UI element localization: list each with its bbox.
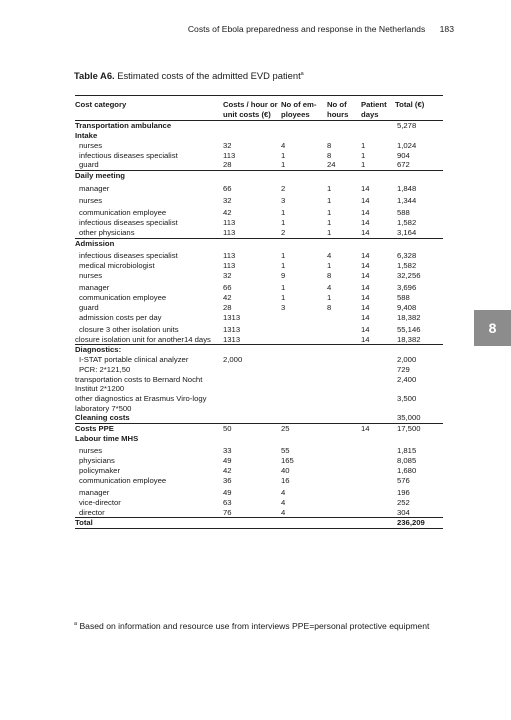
cell-hours <box>327 345 361 355</box>
cell-patient-days <box>361 413 395 423</box>
cell-hours <box>327 121 361 131</box>
cell-employees: 25 <box>281 424 327 434</box>
table-row <box>75 141 443 151</box>
cell-patient-days <box>361 131 395 141</box>
table-row <box>75 303 443 313</box>
cell-category: infectious diseases specialist <box>79 150 178 160</box>
cell-employees: 1 <box>281 292 286 302</box>
cell-total: 55,146 <box>397 324 421 334</box>
cell-hours: 8 <box>327 150 332 160</box>
cell-total: 32,256 <box>397 270 421 280</box>
running-head-title: Costs of Ebola preparedness and response in the Netherlands <box>187 24 426 34</box>
cell-unit-cost: 28 <box>223 302 232 312</box>
cell-unit-cost: 66 <box>223 283 232 293</box>
cell-category: nurses <box>79 446 103 456</box>
col-header-patient-days: Patient days <box>361 96 395 121</box>
cell-employees: 1 <box>281 160 327 170</box>
cell-employees: 1 <box>281 260 286 270</box>
cell-employees: 2 <box>281 228 327 238</box>
cell-category: nurses <box>79 140 103 150</box>
table-row <box>75 293 443 303</box>
table-caption: Estimated costs of the admitted EVD patient <box>114 70 301 81</box>
cell-patient-days: 14 <box>361 324 370 334</box>
cell-hours <box>327 508 361 518</box>
col-header-unit-costs: Costs / hour or unit costs (€) <box>223 96 281 121</box>
cell-total: 1,024 <box>397 140 417 150</box>
table-row <box>75 151 443 161</box>
cell-patient-days: 14 <box>361 283 370 293</box>
cell-total: 18,382 <box>397 312 421 322</box>
cell-category: guard <box>79 302 99 312</box>
cell-category: Costs PPE <box>75 424 223 434</box>
cell-patient-days: 14 <box>361 218 370 228</box>
cell-total: 1,582 <box>397 218 417 228</box>
page-number: 183 <box>439 24 454 34</box>
cell-total: 3,696 <box>397 283 417 293</box>
cell-employees: 2 <box>281 183 286 193</box>
cell-employees: 4 <box>281 497 286 507</box>
cell-hours: 1 <box>327 183 332 193</box>
cell-category: nurses <box>79 270 103 280</box>
cell-employees: 40 <box>281 465 290 475</box>
cell-category: closure isolation unit for another14 days <box>75 335 223 345</box>
cell-total: 672 <box>395 160 443 170</box>
cell-category: admission costs per day <box>79 312 162 322</box>
cell-category: nurses <box>79 195 103 205</box>
cell-unit-cost: 66 <box>223 183 232 193</box>
table-row <box>75 181 443 193</box>
col-header-total: Total (€) <box>395 96 443 121</box>
cell-patient-days: 14 <box>361 424 395 434</box>
cell-unit-cost <box>223 131 281 141</box>
cell-patient-days <box>361 508 395 518</box>
cell-category: director <box>75 508 223 518</box>
cell-employees <box>281 434 327 444</box>
table-row <box>75 476 443 486</box>
table-row <box>75 322 443 334</box>
table-row <box>75 375 443 394</box>
table-row <box>75 394 443 413</box>
table-footnote-mark: a <box>300 70 304 77</box>
cell-hours: 4 <box>327 251 332 261</box>
cell-unit-cost: 33 <box>223 446 232 456</box>
cell-category: other diagnostics at Erasmus Viro-logy laboratory 7*500 <box>75 394 207 413</box>
table-row <box>75 498 443 508</box>
cell-unit-cost <box>223 121 281 131</box>
cell-unit-cost: 113 <box>223 260 236 270</box>
cell-unit-cost: 42 <box>223 208 232 218</box>
cell-category: Diagnostics: <box>75 345 122 355</box>
cell-category: Total <box>75 518 223 529</box>
cell-hours <box>327 444 361 456</box>
cell-employees: 4 <box>281 508 327 518</box>
cell-patient-days <box>361 485 395 497</box>
cell-employees <box>281 365 327 375</box>
cell-hours <box>327 518 361 529</box>
cell-employees: 1 <box>281 208 286 218</box>
cell-patient-days <box>361 238 395 248</box>
cell-patient-days <box>361 365 395 375</box>
cell-hours <box>327 476 361 486</box>
cell-hours: 1 <box>327 208 332 218</box>
cell-patient-days: 14 <box>361 312 370 322</box>
table-row <box>75 271 443 281</box>
cell-patient-days: 1 <box>361 150 366 160</box>
cell-hours <box>327 424 361 434</box>
cell-total: 304 <box>395 508 443 518</box>
table-row <box>75 456 443 466</box>
cell-category: infectious diseases specialist <box>79 218 178 228</box>
table-row <box>75 466 443 476</box>
cell-category: Cleaning costs <box>75 413 130 423</box>
table-row <box>75 424 443 434</box>
cell-total <box>395 238 443 248</box>
table-row <box>75 193 443 205</box>
cell-total: 729 <box>397 365 410 375</box>
cell-category: manager <box>79 488 110 498</box>
cell-unit-cost: 50 <box>223 424 281 434</box>
cell-employees <box>281 335 327 345</box>
cell-unit-cost: 63 <box>223 497 232 507</box>
col-header-hours: No of hours <box>327 96 361 121</box>
cell-hours <box>327 394 361 413</box>
cell-employees: 1 <box>281 283 286 293</box>
cell-unit-cost: 42 <box>223 292 232 302</box>
table-row <box>75 313 443 323</box>
cell-unit-cost <box>223 365 281 375</box>
cell-category: Transportation ambulance <box>75 121 172 131</box>
cell-employees: 55 <box>281 446 290 456</box>
cell-unit-cost: 32 <box>223 195 232 205</box>
cell-employees <box>281 394 327 413</box>
cell-unit-cost: 113 <box>223 150 236 160</box>
cell-total <box>395 171 443 181</box>
cell-total: 588 <box>397 292 410 302</box>
cell-total <box>395 434 443 444</box>
cell-patient-days: 14 <box>361 260 370 270</box>
cell-hours <box>327 365 361 375</box>
cell-total: 588 <box>397 208 410 218</box>
cell-category: manager <box>79 283 110 293</box>
table-row <box>75 365 443 375</box>
cell-category: other physicians <box>75 228 223 238</box>
cell-total: 196 <box>397 488 410 498</box>
cell-unit-cost: 2,000 <box>223 355 243 365</box>
cell-category: Intake <box>75 130 98 140</box>
cell-total: 1,815 <box>397 446 417 456</box>
cell-employees <box>281 238 327 248</box>
cell-employees: 4 <box>281 488 286 498</box>
cell-hours <box>327 456 361 466</box>
cell-patient-days <box>361 444 395 456</box>
cell-total: 5,278 <box>397 121 417 131</box>
cell-patient-days <box>361 434 395 444</box>
cell-total: 1,344 <box>397 195 417 205</box>
cell-patient-days <box>361 518 395 529</box>
cell-hours: 8 <box>327 140 332 150</box>
col-header-employees: No of em-ployees <box>281 96 327 121</box>
cell-hours <box>327 413 361 423</box>
table-row <box>75 508 443 518</box>
cell-total: 236,209 <box>395 518 443 529</box>
cell-hours: 8 <box>327 270 332 280</box>
table-row <box>75 261 443 271</box>
cell-employees: 1 <box>281 150 286 160</box>
cell-patient-days <box>361 345 395 355</box>
cell-employees: 16 <box>281 475 290 485</box>
table-row <box>75 228 443 238</box>
cell-category: I-STAT portable clinical analyzer <box>79 355 189 365</box>
cell-unit-cost: 113 <box>223 218 236 228</box>
cell-total <box>395 345 443 355</box>
table-row <box>75 160 443 170</box>
table-row <box>75 281 443 293</box>
cell-unit-cost: 32 <box>223 270 232 280</box>
cell-unit-cost: 1313 <box>223 312 241 322</box>
cell-hours <box>327 171 361 181</box>
cell-patient-days: 14 <box>361 208 370 218</box>
cell-unit-cost <box>223 394 281 413</box>
cell-unit-cost: 42 <box>223 465 232 475</box>
cell-hours: 1 <box>327 195 332 205</box>
cell-unit-cost: 113 <box>223 251 236 261</box>
cell-hours: 8 <box>327 302 332 312</box>
table-row <box>75 218 443 228</box>
cell-patient-days: 14 <box>361 183 370 193</box>
cell-employees <box>281 375 327 394</box>
running-head <box>188 24 454 34</box>
cell-category: Daily meeting <box>75 171 125 181</box>
table-row <box>75 345 443 355</box>
cell-patient-days <box>361 121 395 131</box>
cell-total: 576 <box>397 475 410 485</box>
cell-unit-cost <box>223 171 281 181</box>
cell-employees: 4 <box>281 140 286 150</box>
cell-category: Labour time MHS <box>75 433 139 443</box>
cell-patient-days: 14 <box>361 292 370 302</box>
cell-hours <box>327 355 361 365</box>
cell-patient-days: 1 <box>361 140 366 150</box>
cell-patient-days <box>361 171 395 181</box>
cell-category: closure 3 other isolation units <box>79 324 179 334</box>
cell-employees <box>281 345 327 355</box>
cell-total: 17,500 <box>395 424 443 434</box>
cell-patient-days <box>361 355 395 365</box>
cell-category: medical microbiologist <box>79 260 155 270</box>
table-row <box>75 518 443 529</box>
cell-employees: 1 <box>281 251 286 261</box>
cell-employees <box>281 355 327 365</box>
table-row <box>75 131 443 141</box>
cell-category: Admission <box>75 238 115 248</box>
table-row <box>75 171 443 181</box>
cell-unit-cost <box>223 434 281 444</box>
cell-total: 1,848 <box>397 183 417 193</box>
cell-patient-days: 14 <box>361 195 370 205</box>
cell-patient-days: 14 <box>361 228 395 238</box>
table-row <box>75 434 443 444</box>
cost-table <box>75 95 443 529</box>
table-row <box>75 355 443 365</box>
col-header-cost-category: Cost category <box>75 96 223 121</box>
cell-category: physicians <box>79 456 115 466</box>
cell-patient-days <box>361 498 395 508</box>
cell-unit-cost <box>223 238 281 248</box>
table-row <box>75 206 443 218</box>
cell-category: communication employee <box>79 475 167 485</box>
cell-category: PCR: 2*121,50 <box>79 365 131 375</box>
cell-hours: 4 <box>327 283 332 293</box>
footnote-mark: a <box>74 621 78 627</box>
cell-category: vice-director <box>79 497 121 507</box>
cell-hours: 1 <box>327 228 361 238</box>
cell-hours: 1 <box>327 260 332 270</box>
cell-hours <box>327 335 361 345</box>
cell-hours <box>327 375 361 394</box>
cell-employees <box>281 322 327 334</box>
cell-employees <box>281 313 327 323</box>
cell-hours: 1 <box>327 218 332 228</box>
cell-employees <box>281 121 327 131</box>
cell-unit-cost <box>223 375 281 394</box>
cell-unit-cost: 1313 <box>223 324 241 334</box>
cell-total <box>395 131 443 141</box>
cell-patient-days: 14 <box>361 302 370 312</box>
cell-patient-days <box>361 394 395 413</box>
cell-patient-days: 14 <box>361 270 370 280</box>
cell-total: 35,000 <box>397 413 421 423</box>
cell-total: 6,328 <box>397 251 417 261</box>
cell-total: 1,680 <box>397 465 417 475</box>
cell-unit-cost: 32 <box>223 140 232 150</box>
table-body <box>75 121 443 529</box>
cell-hours <box>327 434 361 444</box>
cell-unit-cost <box>223 413 281 423</box>
cell-total: 1,582 <box>397 260 417 270</box>
table-row <box>75 238 443 248</box>
cell-total: 18,382 <box>395 335 443 345</box>
cell-employees: 1 <box>281 218 286 228</box>
cell-unit-cost: 49 <box>223 456 232 466</box>
table-row <box>75 121 443 131</box>
cell-employees <box>281 413 327 423</box>
cell-hours <box>327 498 361 508</box>
cell-unit-cost: 36 <box>223 475 232 485</box>
table-row <box>75 444 443 456</box>
cell-hours <box>327 313 361 323</box>
cell-patient-days: 14 <box>361 251 370 261</box>
cell-employees <box>281 131 327 141</box>
cell-unit-cost: 113 <box>223 228 281 238</box>
cell-category: infectious diseases specialist <box>79 251 178 261</box>
cell-patient-days <box>361 466 395 476</box>
cell-hours <box>327 322 361 334</box>
cell-patient-days <box>361 375 395 394</box>
table-title <box>74 70 304 81</box>
cell-unit-cost: 76 <box>223 508 281 518</box>
cell-hours <box>327 131 361 141</box>
cell-employees: 3 <box>281 195 286 205</box>
cell-total: 8,085 <box>397 456 417 466</box>
table-header-row <box>75 96 443 121</box>
cell-hours: 1 <box>327 292 332 302</box>
footnote <box>74 618 446 632</box>
cell-category: transportation costs to Bernard Nocht Institut 2*1200 <box>75 374 203 394</box>
cell-hours <box>327 238 361 248</box>
cell-unit-cost: 1313 <box>223 335 281 345</box>
cell-unit-cost: 49 <box>223 488 232 498</box>
cell-total: 2,400 <box>397 374 417 384</box>
table-row <box>75 335 443 345</box>
table-row <box>75 249 443 261</box>
cell-unit-cost <box>223 518 281 529</box>
chapter-tab: 8 <box>474 310 511 346</box>
cell-category: policymaker <box>79 465 121 475</box>
cell-employees: 9 <box>281 270 286 280</box>
cell-hours <box>327 466 361 476</box>
table-row <box>75 485 443 497</box>
cell-employees <box>281 171 327 181</box>
cell-employees <box>281 518 327 529</box>
cell-total: 904 <box>397 150 410 160</box>
cell-hours: 24 <box>327 160 361 170</box>
cell-employees: 3 <box>281 302 286 312</box>
cell-total: 3,164 <box>395 228 443 238</box>
cell-patient-days <box>361 476 395 486</box>
table-label: Table A6. <box>74 70 115 81</box>
cell-category: communication employee <box>79 208 167 218</box>
footnote-text: Based on information and resource use from interviews PPE=personal protective equipment <box>77 620 430 631</box>
cell-total: 9,408 <box>397 302 417 312</box>
cell-category: guard <box>75 160 223 170</box>
cell-total: 2,000 <box>397 355 417 365</box>
cell-patient-days: 1 <box>361 160 395 170</box>
cell-category: manager <box>79 183 110 193</box>
cell-unit-cost <box>223 345 281 355</box>
cell-patient-days: 14 <box>361 335 395 345</box>
cell-unit-cost: 28 <box>223 160 281 170</box>
cell-total: 252 <box>397 497 410 507</box>
table-row <box>75 413 443 423</box>
cell-category: communication employee <box>79 292 167 302</box>
cell-patient-days <box>361 456 395 466</box>
cell-hours <box>327 485 361 497</box>
cell-employees: 165 <box>281 456 294 466</box>
cell-total: 3,500 <box>397 394 417 404</box>
